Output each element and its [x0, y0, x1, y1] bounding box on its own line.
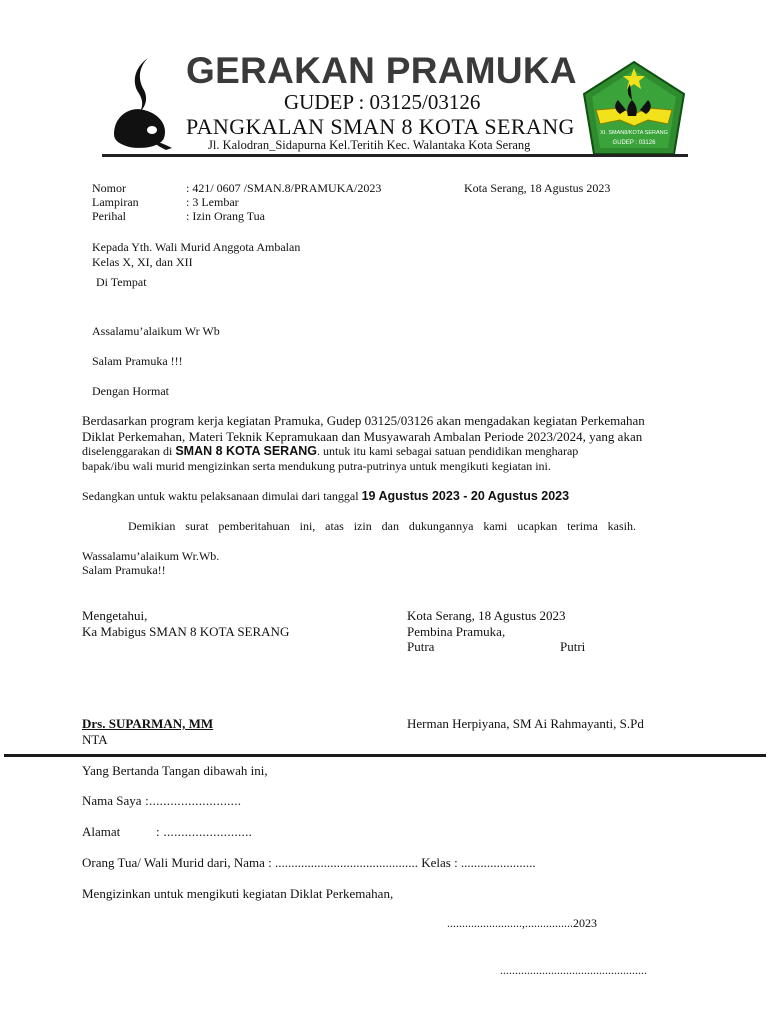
cut-line-divider [4, 754, 766, 757]
perihal-value: : Izin Orang Tua [186, 209, 265, 223]
perihal-label: Perihal [92, 209, 126, 223]
header-pangkalan: PANGKALAN SMAN 8 KOTA SERANG [186, 114, 575, 139]
sign-putri-label: Putri [560, 639, 586, 654]
body-p1-line2: Diklat Perkemahan, Materi Teknik Kepramukaan dan Musyawarah Ambalan Periode 2023/2024, yang akan [82, 429, 643, 444]
emblem-bottom-text: GUDEP : 03126 [612, 140, 656, 146]
body-p1-line3-post: . untuk itu kami sebagai satuan pendidikan mengharap [317, 444, 579, 458]
header-address: Jl. Kalodran_Sidapurna Kel.Teritih Kec. Walantaka Kota Serang [208, 138, 531, 152]
form-nama-label: Nama Saya [82, 793, 142, 808]
letter-date: Kota Serang, 18 Agustus 2023 [464, 181, 611, 195]
header-title: GERAKAN PRAMUKA [186, 50, 577, 91]
form-alamat-label: Alamat [82, 824, 121, 839]
body-p1-line3 [82, 444, 578, 459]
nomor-value: : 421/ 0607 /SMAN.8/PRAMUKA/2023 [186, 181, 382, 195]
sign-left-name: Drs. SUPARMAN, MM [82, 716, 214, 731]
sman8-ambalan-emblem [582, 60, 686, 156]
header-gudep: GUDEP : 03125/03126 [284, 90, 481, 114]
recipient-place: Di Tempat [96, 275, 147, 289]
form-consent: Mengizinkan untuk mengikuti kegiatan Diklat Perkemahan, [82, 886, 394, 901]
form-signature-line[interactable]: ................................................. [500, 963, 647, 977]
form-date-line[interactable]: .........................,................2023 [447, 916, 597, 930]
nomor-label: Nomor [92, 181, 126, 195]
lampiran-label: Lampiran [92, 195, 139, 209]
recipient-line2: Kelas X, XI, dan XII [92, 255, 193, 269]
salam-assalamualaikum: Assalamu’alaikum Wr Wb [92, 324, 220, 338]
recipient-line1: Kepada Yth. Wali Murid Anggota Ambalan [92, 240, 301, 254]
closing-salam-pramuka: Salam Pramuka!! [82, 563, 166, 577]
sign-left-nta: NTA [82, 732, 108, 747]
body-p1-line4: bapak/ibu wali murid mengizinkan serta mendukung putra-putrinya untuk mengikuti kegiatan ini. [82, 459, 551, 473]
sign-right-names: Herman Herpiyana, SM Ai Rahmayanti, S.Pd [407, 716, 644, 731]
header-divider [102, 154, 688, 157]
pramuka-tunas-kelapa-logo [108, 54, 172, 150]
body-p2 [82, 489, 569, 504]
school-name-bold: SMAN 8 KOTA SERANG [175, 444, 317, 458]
sign-left-mengetahui: Mengetahui, [82, 608, 148, 623]
body-p2-pre: Sedangkan untuk waktu pelaksanaan dimulai dari tanggal [82, 489, 362, 503]
lampiran-value: : 3 Lembar [186, 195, 239, 209]
form-alamat-field[interactable]: : ......................... [156, 824, 253, 839]
emblem-ribbon-text: XI. SMAN8/KOTA SERANG [600, 130, 668, 136]
form-intro: Yang Bertanda Tangan dibawah ini, [82, 763, 268, 778]
form-ortu-line[interactable]: Orang Tua/ Wali Murid dari, Nama : ............................................ Kelas : ....................... [82, 855, 536, 870]
event-date-range: 19 Agustus 2023 - 20 Agustus 2023 [361, 489, 570, 503]
salam-pramuka: Salam Pramuka !!! [92, 354, 183, 368]
body-p1-line1: Berdasarkan program kerja kegiatan Pramuka, Gudep 03125/03126 akan mengadakan kegiatan Perkemahan [82, 413, 645, 428]
body-p3: Demikian surat pemberitahuan ini, atas izin dan dukungannya kami ucapkan terima kasih. [128, 519, 636, 533]
sign-right-date: Kota Serang, 18 Agustus 2023 [407, 608, 566, 623]
salam-hormat: Dengan Hormat [92, 384, 169, 398]
body-p1-line3-pre: diselenggarakan di [82, 444, 176, 458]
sign-putra-label: Putra [407, 639, 435, 654]
form-nama-row [82, 793, 241, 809]
form-nama-field[interactable]: :.......................... [141, 793, 242, 808]
sign-right-title: Pembina Pramuka, [407, 624, 506, 639]
closing-wassalam: Wassalamu’alaikum Wr.Wb. [82, 549, 220, 563]
sign-left-title: Ka Mabigus SMAN 8 KOTA SERANG [82, 624, 290, 639]
